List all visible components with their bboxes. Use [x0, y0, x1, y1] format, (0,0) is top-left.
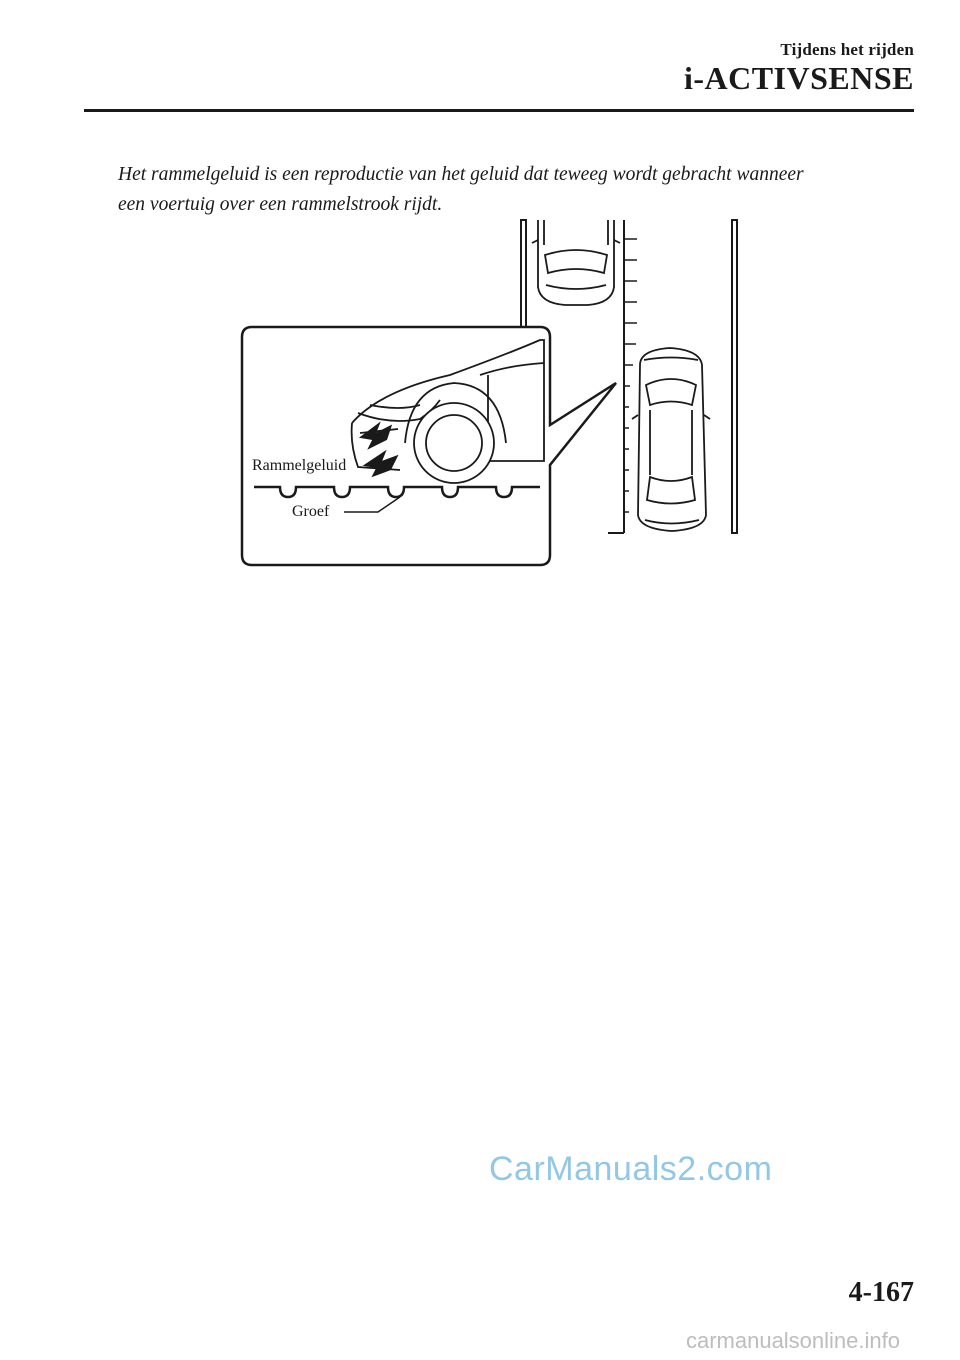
sound-label: Rammelgeluid: [252, 457, 347, 474]
page-number: 4-167: [848, 1277, 914, 1308]
watermark-site: carmanualsonline.info: [685, 1328, 900, 1353]
car-top-view-upper: [532, 220, 620, 305]
body-line-2: een voertuig over een rammelstrook rijdt.: [118, 194, 443, 215]
body-paragraph: [118, 160, 918, 220]
body-line-1: Het rammelgeluid is een reproductie van het geluid dat teweeg wordt gebracht wanneer: [118, 164, 804, 185]
watermark-logo: CarManuals2.com: [489, 1150, 773, 1188]
car-top-view-lower: [632, 348, 710, 531]
chapter-title: i-ACTIVSENSE: [683, 60, 914, 96]
road-left-line: [521, 220, 526, 333]
section-title: Tijdens het rijden: [780, 40, 914, 59]
header-divider: [84, 109, 914, 112]
rumble-strip-illustration: [240, 215, 750, 573]
groove-label: Groef: [292, 503, 330, 520]
rumble-strip-ticks: [624, 239, 637, 512]
road-right-line: [732, 220, 737, 533]
